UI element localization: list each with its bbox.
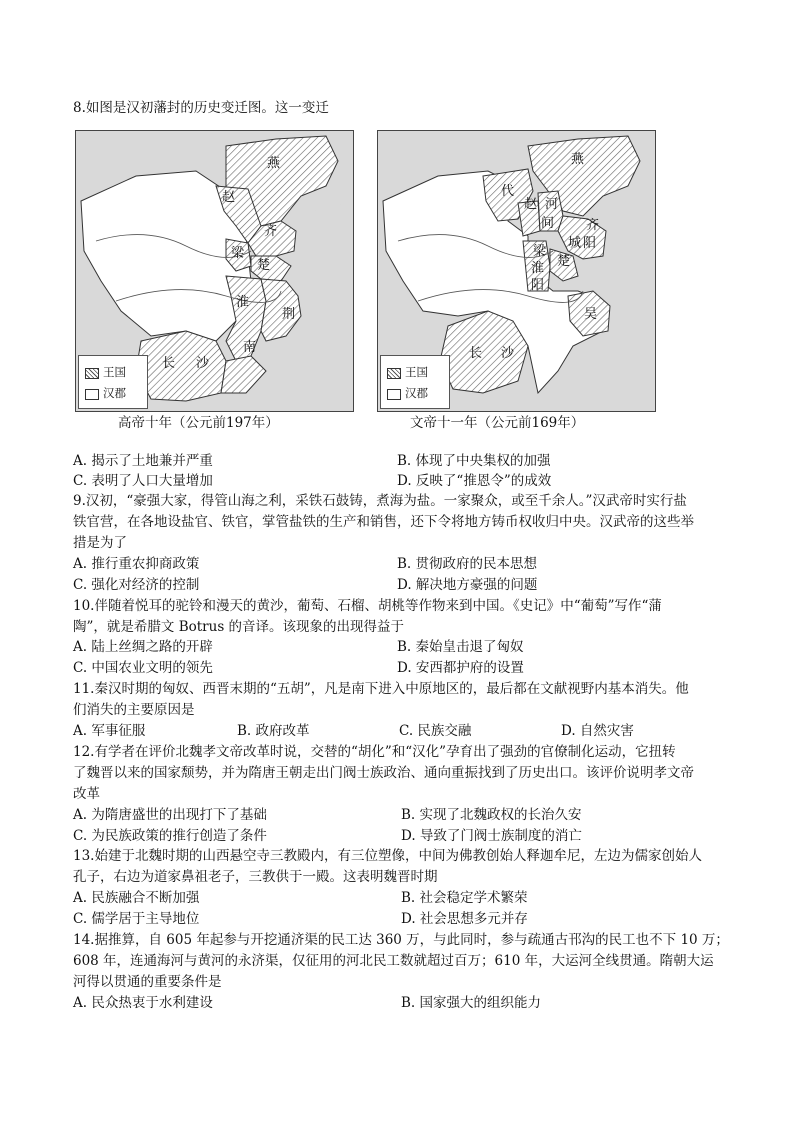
label-chu: 楚 [257, 258, 271, 273]
q10-option-a[interactable]: A. 陆上丝绸之路的开辟 [73, 639, 213, 655]
label-yan: 燕 [571, 152, 585, 167]
legend-kingdom-label: 王国 [405, 365, 428, 379]
label-qi: 齐 [264, 224, 278, 239]
q13-option-b[interactable]: B. 社会稳定学术繁荣 [401, 890, 528, 906]
q8-option-b[interactable]: B. 体现了中央集权的加强 [397, 453, 551, 469]
label-chang: 长 [162, 356, 176, 371]
label-yang-cheng: 阳 [583, 236, 597, 251]
label-huai: 淮 [531, 261, 545, 276]
q10-option-b[interactable]: B. 秦始皇击退了匈奴 [397, 639, 524, 655]
label-jian: 间 [541, 216, 555, 231]
map-right [377, 130, 656, 412]
q11-option-a[interactable]: A. 军事征服 [73, 723, 146, 739]
legend-swatch-kingdom [85, 368, 99, 379]
label-qi: 齐 [586, 218, 600, 233]
q12-option-b[interactable]: B. 实现了北魏政权的长治久安 [401, 807, 582, 823]
label-wu: 吴 [584, 307, 598, 322]
q12-stem-line-2: 了魏晋以来的国家颓势，并为隋唐王朝走出门阀士族政治、通向重振找到了历史出口。该评价说明孝文帝 [73, 765, 694, 781]
legend-swatch-kingdom [387, 368, 401, 379]
q12-stem-line-1: 12.有学者在评价北魏孝文帝改革时说，交替的“胡化”和“汉化”孕育出了强劲的官僚制化运动，它扭转 [73, 744, 676, 760]
label-sha: 沙 [501, 346, 515, 361]
q12-option-c[interactable]: C. 为民族政策的推行创造了条件 [73, 828, 267, 844]
kingdom-changsha [440, 311, 528, 393]
label-cheng: 城 [568, 236, 582, 251]
q11-option-d[interactable]: D. 自然灾害 [561, 723, 634, 739]
map-left-legend [78, 355, 148, 409]
q14-stem-line-2: 608 年，连通海河与黄河的永济渠，仅征用的河北民工数就超过百万；610 年，大运河全线贯通。隋朝大运 [73, 953, 714, 969]
q11-option-b[interactable]: B. 政府改革 [237, 723, 310, 739]
label-chu: 楚 [557, 254, 571, 269]
q9-option-c[interactable]: C. 强化对经济的控制 [73, 577, 200, 593]
legend-commandery-label: 汉郡 [405, 386, 428, 400]
q11-stem-line-2: 们消失的主要原因是 [73, 702, 195, 718]
map-right-legend [380, 355, 450, 409]
q9-stem-line-1: 9.汉初，“豪强大家，得管山海之利，采铁石鼓铸，煮海为盐。一家聚众，或至千余人。”汉武帝时实行盐 [73, 493, 687, 509]
label-nan: 南 [243, 340, 257, 355]
map-left-caption: 高帝十年（公元前197年） [118, 415, 279, 431]
label-jing: 荆 [282, 307, 296, 322]
label-sha: 沙 [196, 356, 210, 371]
q12-stem-line-3: 改革 [73, 786, 100, 802]
q13-option-c[interactable]: C. 儒学居于主导地位 [73, 911, 200, 927]
legend-kingdom-label: 王国 [103, 365, 126, 379]
q10-option-d[interactable]: D. 安西都护府的设置 [397, 660, 524, 676]
q11-option-c[interactable]: C. 民族交融 [399, 723, 472, 739]
q12-option-a[interactable]: A. 为隋唐盛世的出现打下了基础 [73, 807, 267, 823]
legend-swatch-commandery [85, 389, 99, 400]
label-zhao: 赵 [222, 190, 236, 205]
q14-option-a[interactable]: A. 民众热衷于水利建设 [73, 995, 213, 1011]
label-he: 河 [545, 197, 559, 212]
q9-option-a[interactable]: A. 推行重农抑商政策 [73, 556, 200, 572]
legend-swatch-commandery [387, 389, 401, 400]
q13-stem-line-2: 孔子，右边为道家鼻祖老子，三教供于一殿。这表明魏晋时期 [73, 869, 438, 885]
q8-option-c[interactable]: C. 表明了人口大量增加 [73, 473, 213, 489]
q10-stem-line-2: 陶”，就是希腊文 Botrus 的音译。该现象的出现得益于 [73, 619, 405, 635]
q13-stem-line-1: 13.始建于北魏时期的山西悬空寺三教殿内，有三位塑像，中间为佛教创始人释迦牟尼，左边为儒家创始人 [73, 848, 702, 864]
q14-option-b[interactable]: B. 国家强大的组织能力 [401, 995, 542, 1011]
kingdom-changsha [136, 331, 226, 401]
label-zhao: 赵 [524, 197, 538, 212]
q10-option-c[interactable]: C. 中国农业文明的领先 [73, 660, 213, 676]
label-yan: 燕 [267, 156, 281, 171]
label-huai: 淮 [236, 295, 250, 310]
label-dai: 代 [501, 184, 515, 199]
q9-stem-line-3: 措是为了 [73, 535, 127, 551]
q9-option-b[interactable]: B. 贯彻政府的民本思想 [397, 556, 538, 572]
q14-stem-line-3: 河得以贯通的重要条件是 [73, 974, 222, 990]
q9-option-d[interactable]: D. 解决地方豪强的问题 [397, 577, 538, 593]
label-chang: 长 [469, 346, 483, 361]
label-yang-huai: 阳 [531, 278, 545, 293]
q12-option-d[interactable]: D. 导致了门阀士族制度的消亡 [401, 828, 582, 844]
q11-stem-line-1: 11.秦汉时期的匈奴、西晋末期的“五胡”，凡是南下进入中原地区的，最后都在文献视野内基本消失。他 [73, 681, 689, 697]
map-left [75, 130, 354, 412]
q14-stem-line-1: 14.据推算，自 605 年起参与开挖通济渠的民工达 360 万，与此同时，参与疏通古邗沟的民工也不下 10 万； [73, 932, 729, 948]
q8-option-a[interactable]: A. 揭示了土地兼并严重 [73, 453, 213, 469]
q8-stem: 8.如图是汉初藩封的历史变迁图。这一变迁 [73, 100, 329, 116]
q13-option-d[interactable]: D. 社会思想多元并存 [401, 911, 528, 927]
q9-stem-line-2: 铁官营，在各地设盐官、铁官，掌管盐铁的生产和销售，还下令将地方铸币权收归中央。汉武帝的这些举 [73, 514, 694, 530]
label-liang: 梁 [231, 246, 245, 261]
q10-stem-line-1: 10.伴随着悦耳的驼铃和漫天的黄沙，葡萄、石榴、胡桃等作物来到中国。《史记》中“葡萄”写作“蒲 [73, 598, 662, 614]
legend-commandery-label: 汉郡 [103, 386, 126, 400]
q13-option-a[interactable]: A. 民族融合不断加强 [73, 890, 200, 906]
q8-option-d[interactable]: D. 反映了“推恩令”的成效 [397, 473, 552, 489]
label-liang: 梁 [533, 244, 547, 259]
map-right-caption: 文帝十一年（公元前169年） [410, 415, 585, 431]
